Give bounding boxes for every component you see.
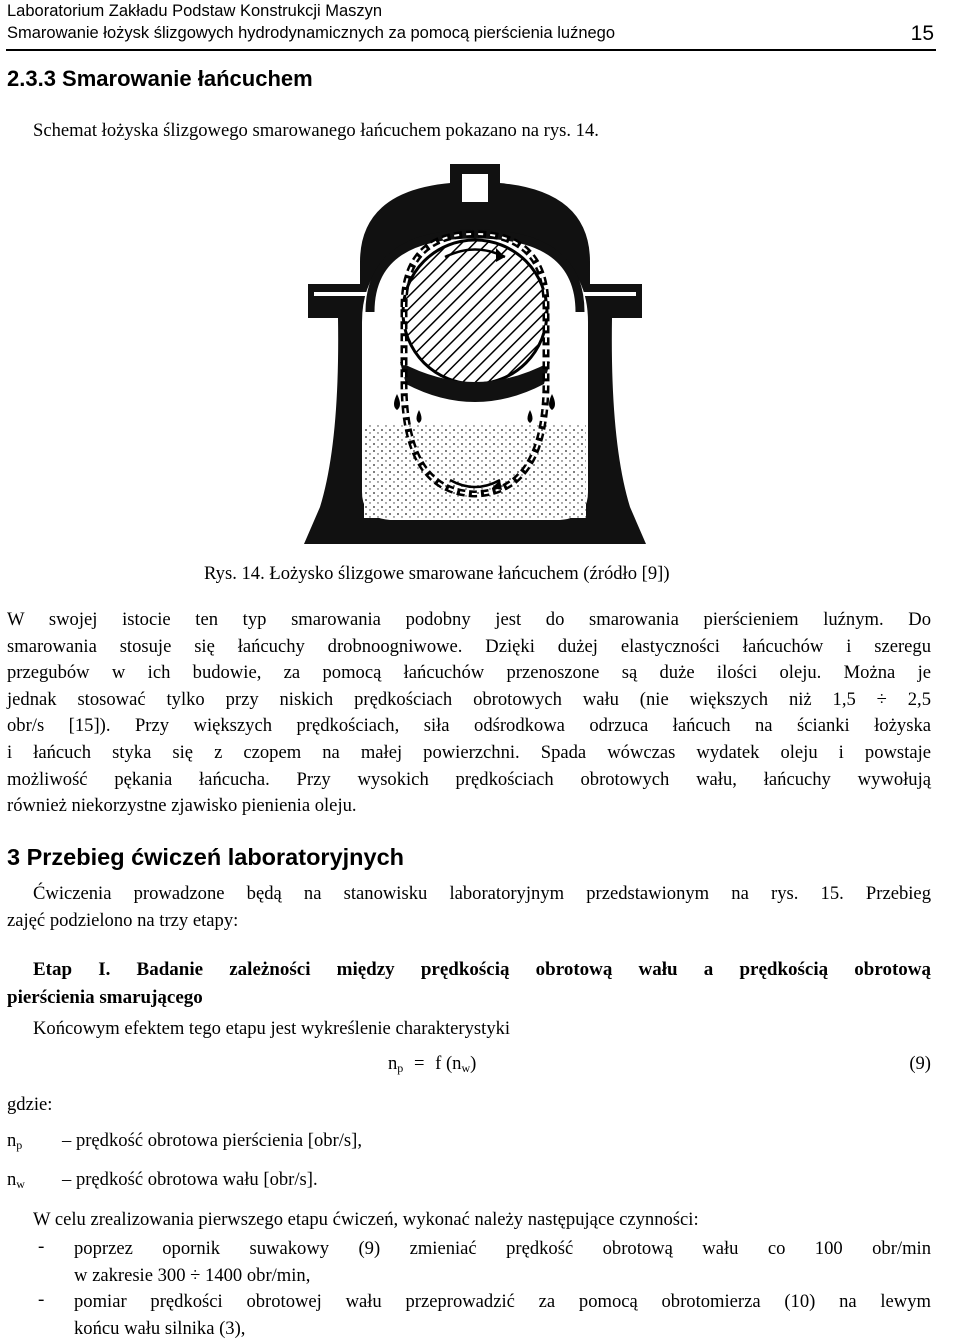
paragraph-line: przegubów w ich budowie, za pomocą łańcuchów przenoszone są duże ilości oleju. Można je (7, 662, 931, 684)
page-number: 15 (910, 22, 934, 45)
bullet-line: poprzez opornik suwakowy (9) zmieniać prędkość obrotową wału co 100 obr/min (74, 1238, 931, 1259)
header-rule (6, 49, 936, 51)
subsection-intro: Schemat łożyska ślizgowego smarowanego łańcuchem pokazano na rys. 14. (33, 120, 599, 141)
intro-line: zajęć podzielono na trzy etapy: (7, 909, 239, 931)
section-intro (7, 881, 931, 934)
symbol-letter: n (7, 1130, 17, 1151)
equation-eq: = (413, 1053, 425, 1074)
equation-rhs-sub: w (461, 1061, 471, 1075)
paragraph-line: możliwość pękania łańcucha. Przy wysokich prędkościach obrotowych wału, łańcuchy wywołują (7, 768, 931, 790)
symbol-letter: n (7, 1169, 17, 1190)
symbol-np (7, 1128, 22, 1159)
bullet-dash: - (38, 1236, 45, 1257)
symbol-nw (7, 1167, 25, 1198)
bullet-dash: - (38, 1289, 45, 1310)
equation-rhs-close: ) (470, 1053, 477, 1074)
etap-intro: Końcowym efektem tego etapu jest wykreślenie charakterystyki (33, 1018, 511, 1039)
equation-number: (9) (909, 1053, 931, 1074)
figure-caption: Rys. 14. Łożysko ślizgowe smarowane łańcuchem (źródło [9]) (204, 563, 670, 584)
equation-rhs: f (n (435, 1053, 462, 1074)
symbol-np-desc: – prędkość obrotowa pierścienia [obr/s], (62, 1130, 362, 1151)
bullet-line: pomiar prędkości obrotowej wału przeprowadzić za pomocą obrotomierza (10) na lewym (74, 1291, 931, 1312)
paragraph-line: i łańcuch styka się z czopem na małej powierzchni. Spada wówczas wydatek oleju i powstaje (7, 741, 931, 763)
etap-line: Etap I. Badanie zależności między prędkością obrotową wału a prędkością obrotową (33, 959, 931, 980)
shaft (403, 240, 547, 384)
bullet-line: w zakresie 300 ÷ 1400 obr/min, (74, 1264, 311, 1286)
equation-lhs: n (388, 1053, 398, 1074)
equation (388, 1053, 476, 1076)
paragraph-line: również niekorzystne zjawisko pienienia oleju. (7, 795, 357, 817)
subsection-paragraph (7, 607, 931, 820)
bullet-item (74, 1289, 931, 1342)
bullet-item (74, 1236, 931, 1289)
section-heading: 3 Przebieg ćwiczeń laboratoryjnych (7, 844, 405, 870)
symbol-sub: w (16, 1177, 25, 1191)
etap-heading (7, 956, 931, 1012)
etap-line: pierścienia smarującego (7, 987, 203, 1008)
header-lab-name: Laboratorium Zakładu Podstaw Konstrukcji Maszyn (7, 2, 383, 20)
chain-lubricated-bearing-figure (300, 162, 650, 544)
paragraph-line: obr/s [15]). Przy większych prędkościach, siła odśrodkowa odrzuca łańcuch na ścianki łożyska (7, 715, 931, 737)
paragraph-line: W swojej istocie ten typ smarowania podobny jest do smarowania pierścieniem luźnym. Do (7, 609, 931, 630)
paragraph-line: jednak stosować tylko przy niskich prędkościach obrotowych wału (nie większych niż 1,5 ÷ 2,5 (7, 688, 931, 710)
oil-bath (364, 424, 586, 518)
steps-intro: W celu zrealizowania pierwszego etapu ćwiczeń, wykonać należy następujące czynności: (33, 1209, 699, 1230)
bullet-line: końcu wału silnika (3), (74, 1317, 246, 1339)
symbol-sub: p (16, 1138, 23, 1152)
subsection-heading: 2.3.3 Smarowanie łańcuchem (7, 66, 313, 91)
equation-lhs-sub: p (397, 1061, 404, 1075)
where-label: gdzie: (7, 1094, 53, 1115)
header-document-title: Smarowanie łożysk ślizgowych hydrodynamicznych za pomocą pierścienia luźnego (7, 24, 616, 42)
paragraph-line: smarowania stosuje się łańcuchy drobnoogniwowe. Dzięki dużej elastyczności łańcuchów i szeregu (7, 635, 931, 657)
symbol-nw-desc: – prędkość obrotowa wału [obr/s]. (62, 1169, 318, 1190)
intro-line: Ćwiczenia prowadzone będą na stanowisku laboratoryjnym przedstawionym na rys. 15. Przebieg (33, 883, 931, 904)
